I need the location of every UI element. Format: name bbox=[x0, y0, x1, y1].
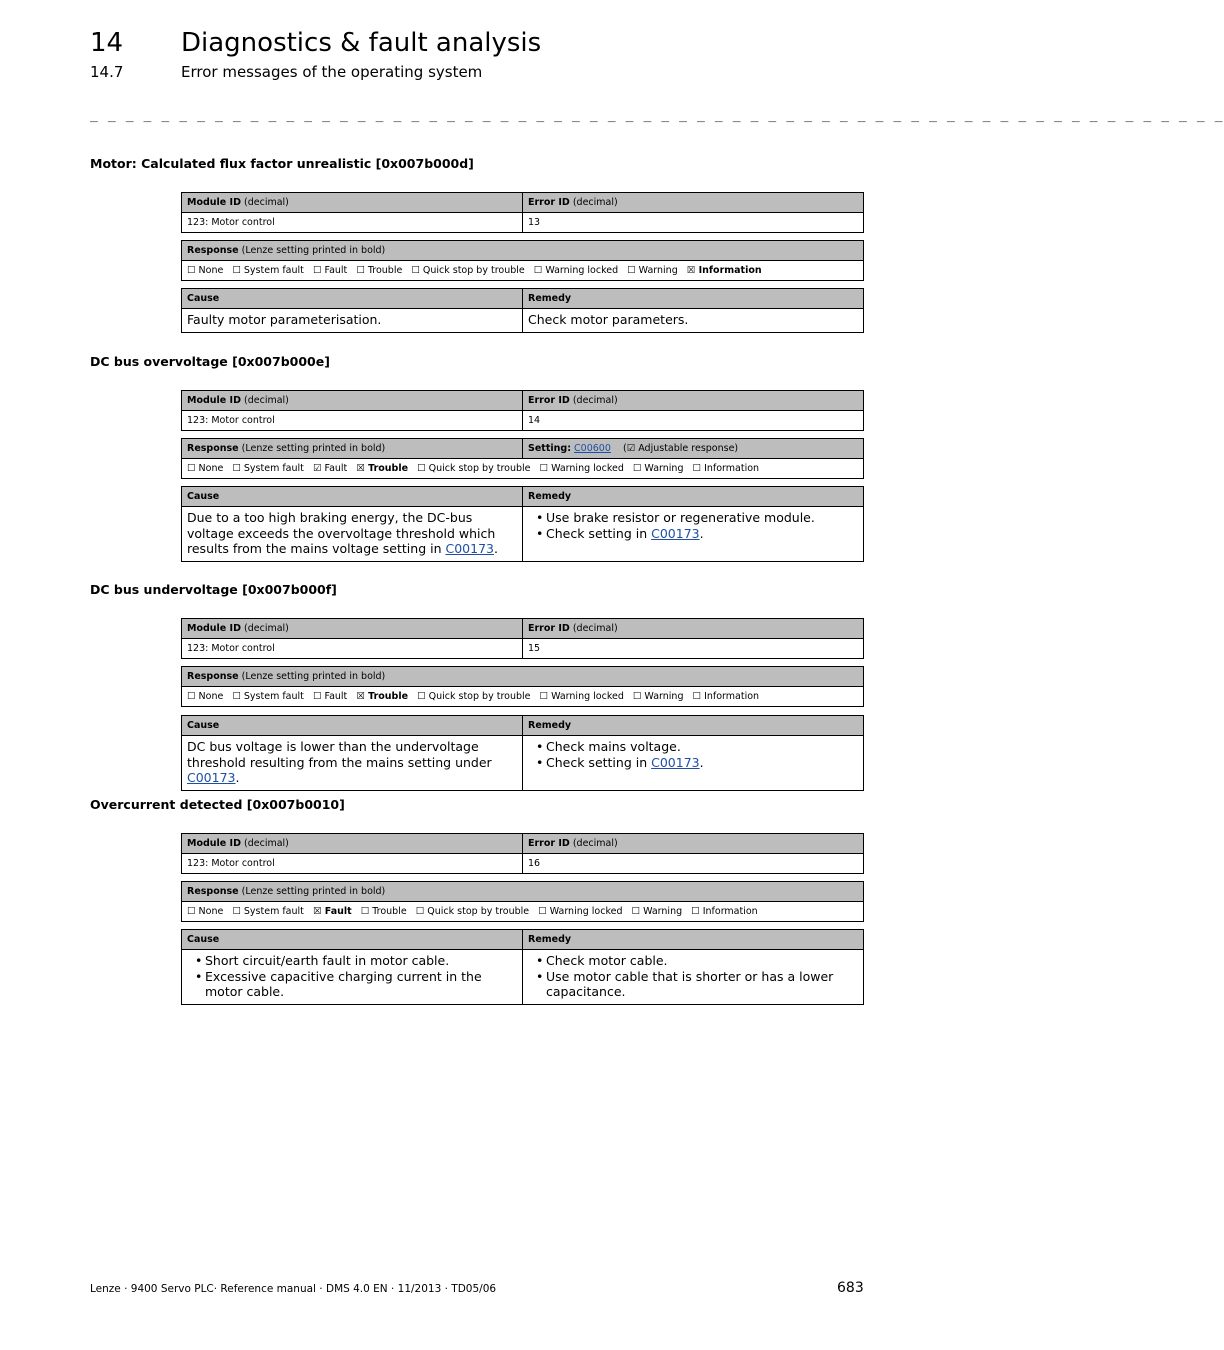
section-heading: Motor: Calculated flux factor unrealistic [0x007b000d] bbox=[90, 156, 474, 171]
option-information: ☐ Information bbox=[692, 463, 760, 474]
id-table: Module ID (decimal) Error ID (decimal) 123: Motor control 14 bbox=[181, 390, 864, 431]
error-id-value: 15 bbox=[528, 643, 541, 654]
list-item: • Check setting in C00173. bbox=[546, 526, 858, 542]
footer-text: Lenze · 9400 Servo PLC· Reference manual · DMS 4.0 EN · 11/2013 · TD05/06 bbox=[90, 1283, 497, 1295]
option-warning-locked: ☐ Warning locked bbox=[539, 463, 624, 474]
list-item: • Check mains voltage. bbox=[546, 739, 858, 755]
response-table: Response (Lenze setting printed in bold) ☐ None ☐ System fault ☐ Fault ☐ Trouble ☐ Quick stop by trouble ☐ Warning locked ☐ Warning ☒ Information bbox=[181, 240, 864, 281]
option-quick-stop: ☐ Quick stop by trouble bbox=[411, 265, 525, 276]
cause-text bbox=[182, 950, 523, 1004]
cause-remedy-table: Cause Remedy • Short circuit/earth fault in motor cable. • Excessive capacitive charging current in the motor cable. • Check motor cable. • Use motor cable that is shorter or has a lower capacitance. bbox=[181, 929, 864, 1005]
setting-label: Setting: bbox=[528, 443, 571, 454]
option-quick-stop: ☐ Quick stop by trouble bbox=[415, 906, 530, 917]
error-id-value: 14 bbox=[528, 415, 541, 426]
option-warning-locked: ☐ Warning locked bbox=[533, 265, 619, 276]
module-id-label: Module ID bbox=[187, 197, 241, 208]
chapter-number: 14 bbox=[90, 28, 124, 58]
page-number: 683 bbox=[837, 1280, 864, 1296]
remedy-text bbox=[523, 950, 863, 1004]
response-options bbox=[182, 459, 863, 478]
option-none: ☐ None bbox=[187, 691, 224, 702]
option-trouble: ☐ Trouble bbox=[360, 906, 407, 917]
option-information: ☐ Information bbox=[692, 691, 760, 702]
remedy-text bbox=[523, 736, 863, 790]
list-item: • Excessive capacitive charging current in the motor cable. bbox=[205, 969, 517, 1000]
section-heading: DC bus overvoltage [0x007b000e] bbox=[90, 354, 330, 369]
option-trouble: ☐ Trouble bbox=[356, 265, 403, 276]
option-system-fault: ☐ System fault bbox=[232, 691, 304, 702]
option-warning: ☐ Warning bbox=[632, 463, 684, 474]
option-warning: ☐ Warning bbox=[631, 906, 683, 917]
id-table: Module ID (decimal) Error ID (decimal) 123: Motor control 16 bbox=[181, 833, 864, 874]
cause-text: DC bus voltage is lower than the undervoltage threshold resulting from the mains setting under C00173. bbox=[182, 736, 523, 790]
option-information: ☒ Information bbox=[686, 265, 762, 276]
list-item: • Short circuit/earth fault in motor cable. bbox=[205, 953, 517, 969]
list-item: • Use brake resistor or regenerative module. bbox=[546, 510, 858, 526]
response-table: Response (Lenze setting printed in bold) Setting: C00600 (☑ Adjustable response) ☐ None ☐ System fault ☑ Fault ☒ Trouble ☐ Quick stop by trouble ☐ Warning locked ☐ Warning ☐ Information bbox=[181, 438, 864, 479]
response-options bbox=[182, 902, 863, 921]
id-table: Module ID (decimal) Error ID (decimal) 123: Motor control 15 bbox=[181, 618, 864, 659]
option-trouble: ☒ Trouble bbox=[356, 691, 409, 702]
cause-remedy-table bbox=[181, 288, 864, 333]
module-value: 123: Motor control bbox=[182, 213, 523, 232]
option-warning-locked: ☐ Warning locked bbox=[538, 906, 623, 917]
parameter-link[interactable]: C00173 bbox=[651, 754, 700, 770]
option-system-fault: ☐ System fault bbox=[232, 265, 304, 276]
response-options bbox=[182, 687, 863, 706]
option-trouble: ☒ Trouble bbox=[356, 463, 409, 474]
option-warning: ☐ Warning bbox=[627, 265, 678, 276]
adjustable-note: (☑ Adjustable response) bbox=[622, 443, 739, 454]
response-options bbox=[182, 261, 863, 280]
error-id-label: Error ID bbox=[528, 197, 570, 208]
module-value: 123: Motor control bbox=[182, 854, 523, 873]
option-none: ☐ None bbox=[187, 906, 224, 917]
parameter-link[interactable]: C00173 bbox=[651, 525, 700, 541]
option-none: ☐ None bbox=[187, 265, 224, 276]
module-value: 123: Motor control bbox=[182, 639, 523, 658]
section-heading: DC bus undervoltage [0x007b000f] bbox=[90, 582, 337, 597]
option-warning: ☐ Warning bbox=[632, 691, 684, 702]
response-label: Response bbox=[187, 245, 239, 256]
option-system-fault: ☐ System fault bbox=[232, 906, 304, 917]
cause-label: Cause bbox=[187, 293, 220, 304]
section-title: Error messages of the operating system bbox=[181, 63, 483, 81]
header-separator: _ _ _ _ _ _ _ _ _ _ _ _ _ _ _ _ _ _ _ _ _ _ _ _ _ _ _ _ _ _ _ _ _ _ _ _ _ _ _ _ _ _ _ _ _ _ _ _ _ _ _ _ _ _ _ _ _ _ _ _ _ _ _ _ bbox=[90, 108, 1224, 123]
cause-remedy-table: Cause Remedy DC bus voltage is lower than the undervoltage threshold resulting from the mains setting under C00173. • Check mains voltage. • Check setting in C00173. bbox=[181, 715, 864, 791]
section-number: 14.7 bbox=[90, 63, 124, 81]
option-information: ☐ Information bbox=[691, 906, 758, 917]
parameter-link[interactable]: C00173 bbox=[445, 541, 494, 556]
list-item: • Check setting in C00173. bbox=[546, 755, 858, 771]
option-warning-locked: ☐ Warning locked bbox=[539, 691, 624, 702]
id-table: Module ID (decimal) Error ID (decimal) 123: Motor control 13 bbox=[181, 192, 864, 233]
error-id-value: 16 bbox=[528, 858, 541, 869]
section-heading: Overcurrent detected [0x007b0010] bbox=[90, 797, 345, 812]
cause-text: Faulty motor parameterisation. bbox=[182, 309, 523, 332]
parameter-link[interactable]: C00173 bbox=[187, 770, 236, 785]
cause-text: Due to a too high braking energy, the DC-bus voltage exceeds the overvoltage threshold which results from the mains voltage setting in C00173. bbox=[182, 507, 523, 561]
response-table: Response (Lenze setting printed in bold) ☐ None ☐ System fault ☐ Fault ☒ Trouble ☐ Quick stop by trouble ☐ Warning locked ☐ Warning ☐ Information bbox=[181, 666, 864, 707]
option-fault: ☐ Fault bbox=[312, 691, 348, 702]
chapter-title: Diagnostics & fault analysis bbox=[181, 28, 542, 58]
list-item: • Check motor cable. bbox=[546, 953, 858, 969]
setting-link[interactable]: C00600 bbox=[574, 443, 611, 454]
option-none: ☐ None bbox=[187, 463, 224, 474]
remedy-label: Remedy bbox=[528, 293, 572, 304]
remedy-text bbox=[523, 507, 863, 561]
option-fault: ☐ Fault bbox=[312, 265, 348, 276]
option-quick-stop: ☐ Quick stop by trouble bbox=[417, 691, 531, 702]
cause-remedy-table: Cause Remedy Due to a too high braking energy, the DC-bus voltage exceeds the overvoltage threshold which results from the mains voltage setting in C00173. • Use brake resistor or regenerative module. • Check setting in C00173. bbox=[181, 486, 864, 562]
option-system-fault: ☐ System fault bbox=[232, 463, 304, 474]
option-fault: ☑ Fault bbox=[312, 463, 348, 474]
module-value: 123: Motor control bbox=[182, 411, 523, 430]
response-table: Response (Lenze setting printed in bold) ☐ None ☐ System fault ☒ Fault ☐ Trouble ☐ Quick stop by trouble ☐ Warning locked ☐ Warning ☐ Information bbox=[181, 881, 864, 922]
remedy-text: Check motor parameters. bbox=[528, 312, 689, 327]
option-quick-stop: ☐ Quick stop by trouble bbox=[417, 463, 531, 474]
option-fault: ☒ Fault bbox=[312, 906, 352, 917]
error-id-value: 13 bbox=[528, 217, 541, 228]
list-item: • Use motor cable that is shorter or has a lower capacitance. bbox=[546, 969, 858, 1000]
